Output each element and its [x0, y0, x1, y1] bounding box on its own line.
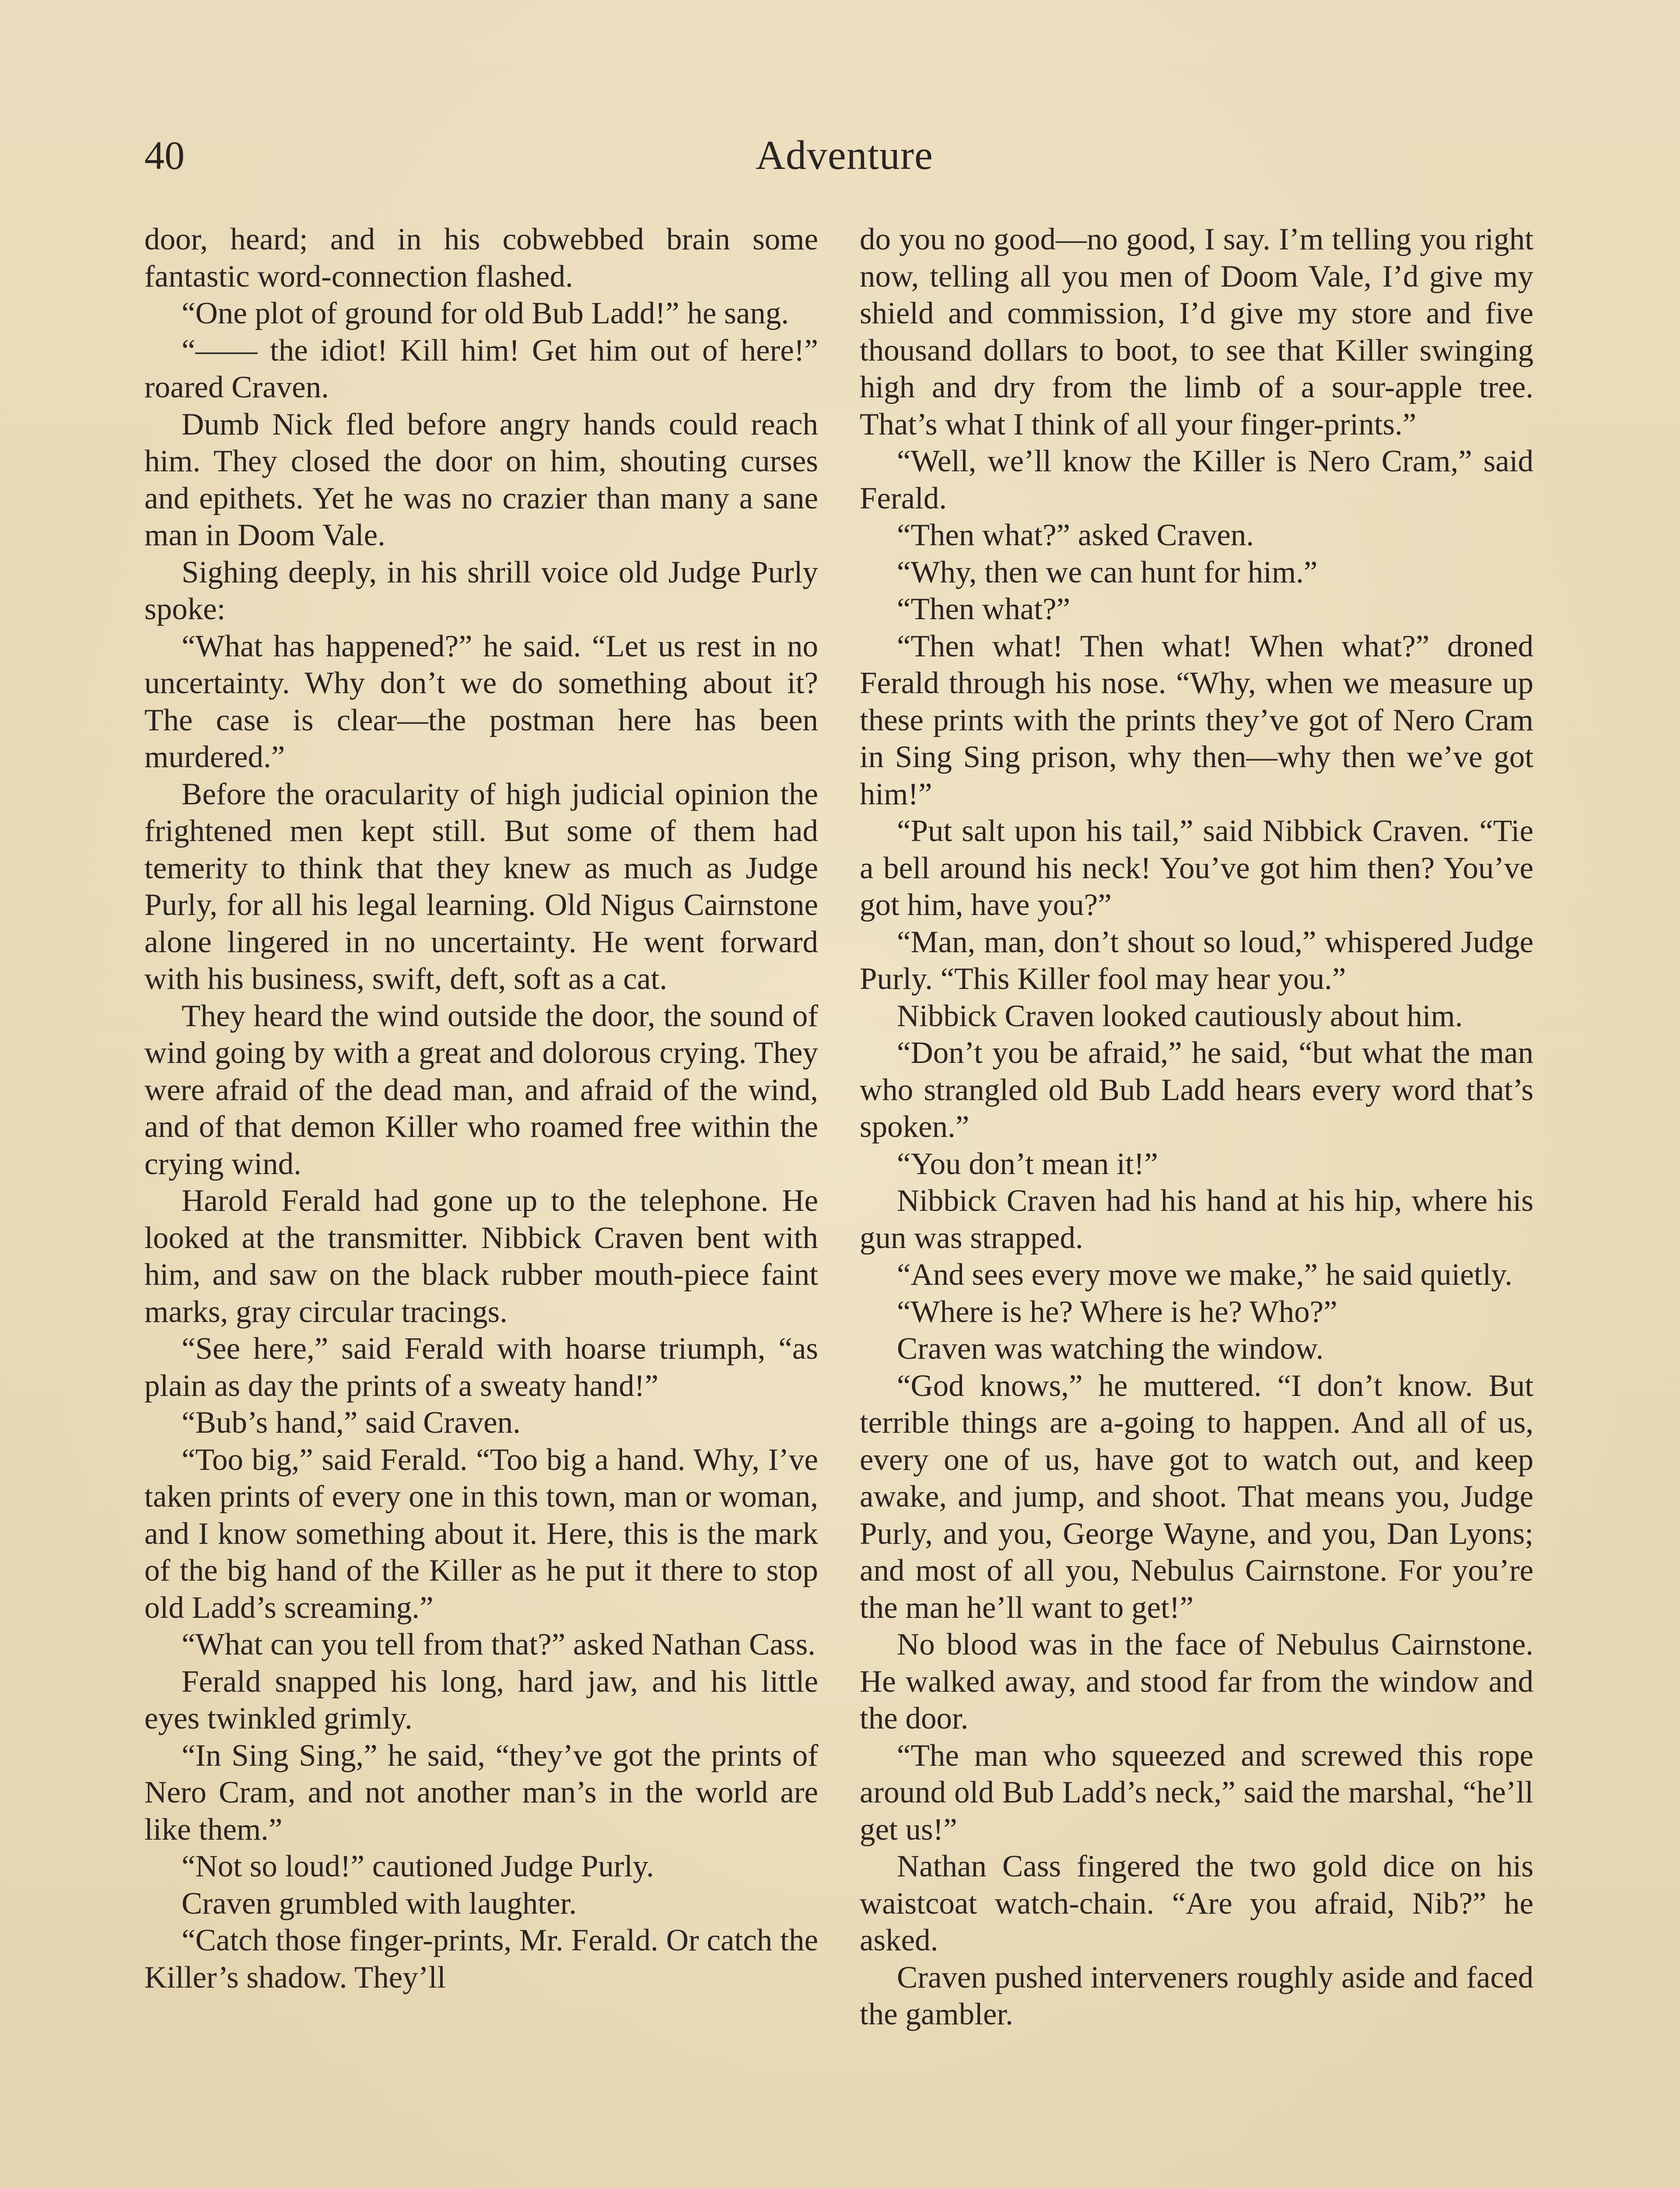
- paragraph: “Then what! Then what! When what?” droned Ferald through his nose. “Why, when we measure up these prints with the prints they’ve got of Nero Cram in Sing Sing prison, why then—why then we’ve got him!”: [860, 629, 1533, 811]
- paragraph: “Catch those finger-prints, Mr. Ferald. Or catch the Killer’s shadow. They’ll: [144, 1923, 818, 1995]
- paragraph: “Why, then we can hunt for him.”: [897, 555, 1318, 589]
- paragraph: Ferald snapped his long, hard jaw, and his little eyes twinkled grimly.: [144, 1664, 818, 1736]
- left-text-column: [144, 221, 818, 1996]
- paragraph: “What has happened?” he said. “Let us rest in no uncertainty. Why don’t we do something about it? The case is clear—the postman here has been murdered.”: [144, 629, 818, 774]
- paragraph: Nibbick Craven looked cautiously about him.: [897, 999, 1463, 1033]
- paragraph: Nibbick Craven had his hand at his hip, where his gun was strapped.: [860, 1184, 1533, 1255]
- paragraph: “Put salt upon his tail,” said Nibbick Craven. “Tie a bell around his neck! You’ve got him then? You’ve got him, have you?”: [860, 814, 1533, 922]
- paragraph: No blood was in the face of Nebulus Cairnstone. He walked away, and stood far from the window and the door.: [860, 1627, 1533, 1736]
- paragraph: “What can you tell from that?” asked Nathan Cass.: [182, 1627, 816, 1662]
- paragraph: “—— the idiot! Kill him! Get him out of here!” roared Craven.: [144, 333, 818, 404]
- paragraph: “Too big,” said Ferald. “Too big a hand. Why, I’ve taken prints of every one in this town, man or woman, and I know something about it. Here, this is the mark of the big hand of the Killer as he put it there to stop old Ladd’s screaming.”: [144, 1442, 818, 1625]
- paragraph: “Then what?”: [897, 592, 1071, 626]
- paragraph: do you no good—no good, I say. I’m telling you right now, telling all you men of Doom Vale, I’d give my shield and commission, I’d give my store and five thousand dollars to boot, to see that Killer swinging high and dry from the limb of a sour-apple tree. That’s what I think of all your finger-prints.”: [860, 222, 1533, 442]
- page-header: [144, 131, 1544, 179]
- page-number: 40: [144, 133, 185, 178]
- paragraph: “Man, man, don’t shout so loud,” whispered Judge Purly. “This Killer fool may hear you.”: [860, 925, 1533, 996]
- paragraph: They heard the wind outside the door, the sound of wind going by with a great and dolorous crying. They were afraid of the dead man, and afraid of the wind, and of that demon Killer who roamed free within the crying wind.: [144, 999, 818, 1181]
- right-text-column: [860, 221, 1533, 2033]
- running-title: Adventure: [756, 133, 933, 178]
- paragraph: “One plot of ground for old Bub Ladd!” he sang.: [182, 296, 789, 330]
- paragraph: “God knows,” he muttered. “I don’t know. But terrible things are a-going to happen. And all of us, every one of us, have got to watch out, and keep awake, and jump, and shoot. That means you, Judge Purly, and you, George Wayne, and you, Dan Lyons; and most of all you, Nebulus Cairnstone. For you’re the man he’ll want to get!”: [860, 1368, 1533, 1625]
- paragraph: “Bub’s hand,” said Craven.: [182, 1406, 521, 1440]
- paragraph: “And sees every move we make,” he said quietly.: [897, 1258, 1512, 1292]
- paragraph: “Don’t you be afraid,” he said, “but what the man who strangled old Bub Ladd hears every word that’s spoken.”: [860, 1036, 1533, 1144]
- paragraph: “Where is he? Where is he? Who?”: [897, 1294, 1337, 1329]
- paragraph: Craven pushed interveners roughly aside and faced the gambler.: [860, 1960, 1533, 2031]
- paragraph: Craven was watching the window.: [897, 1332, 1324, 1366]
- paragraph: Sighing deeply, in his shrill voice old Judge Purly spoke:: [144, 555, 818, 626]
- paragraph: “Not so loud!” cautioned Judge Purly.: [182, 1849, 654, 1883]
- paragraph: “Then what?” asked Craven.: [897, 518, 1254, 552]
- paragraph: Craven grumbled with laughter.: [182, 1886, 577, 1921]
- paragraph: “The man who squeezed and screwed this rope around old Bub Ladd’s neck,” said the marshal, “he’ll get us!”: [860, 1738, 1533, 1847]
- paragraph: Nathan Cass fingered the two gold dice on his waistcoat watch-chain. “Are you afraid, Nib?” he asked.: [860, 1849, 1533, 1957]
- paragraph: Dumb Nick fled before angry hands could reach him. They closed the door on him, shouting curses and epithets. Yet he was no crazier than many a sane man in Doom Vale.: [144, 407, 818, 552]
- paragraph: Harold Ferald had gone up to the telephone. He looked at the transmitter. Nibbick Craven bent with him, and saw on the black rubber mouth-piece faint marks, gray circular tracings.: [144, 1184, 818, 1329]
- paragraph: “See here,” said Ferald with hoarse triumph, “as plain as day the prints of a sweaty hand!”: [144, 1332, 818, 1403]
- paragraph: door, heard; and in his cobwebbed brain some fantastic word-connection flashed.: [144, 222, 818, 294]
- paragraph: “You don’t mean it!”: [897, 1147, 1158, 1181]
- paragraph: “In Sing Sing,” he said, “they’ve got the prints of Nero Cram, and not another man’s in the world are like them.”: [144, 1738, 818, 1847]
- paragraph: Before the oracularity of high judicial opinion the frightened men kept still. But some of them had temerity to think that they knew as much as Judge Purly, for all his legal learning. Old Nigus Cairnstone alone lingered in no uncertainty. He went forward with his business, swift, deft, soft as a cat.: [144, 777, 818, 996]
- paragraph: “Well, we’ll know the Killer is Nero Cram,” said Ferald.: [860, 444, 1533, 515]
